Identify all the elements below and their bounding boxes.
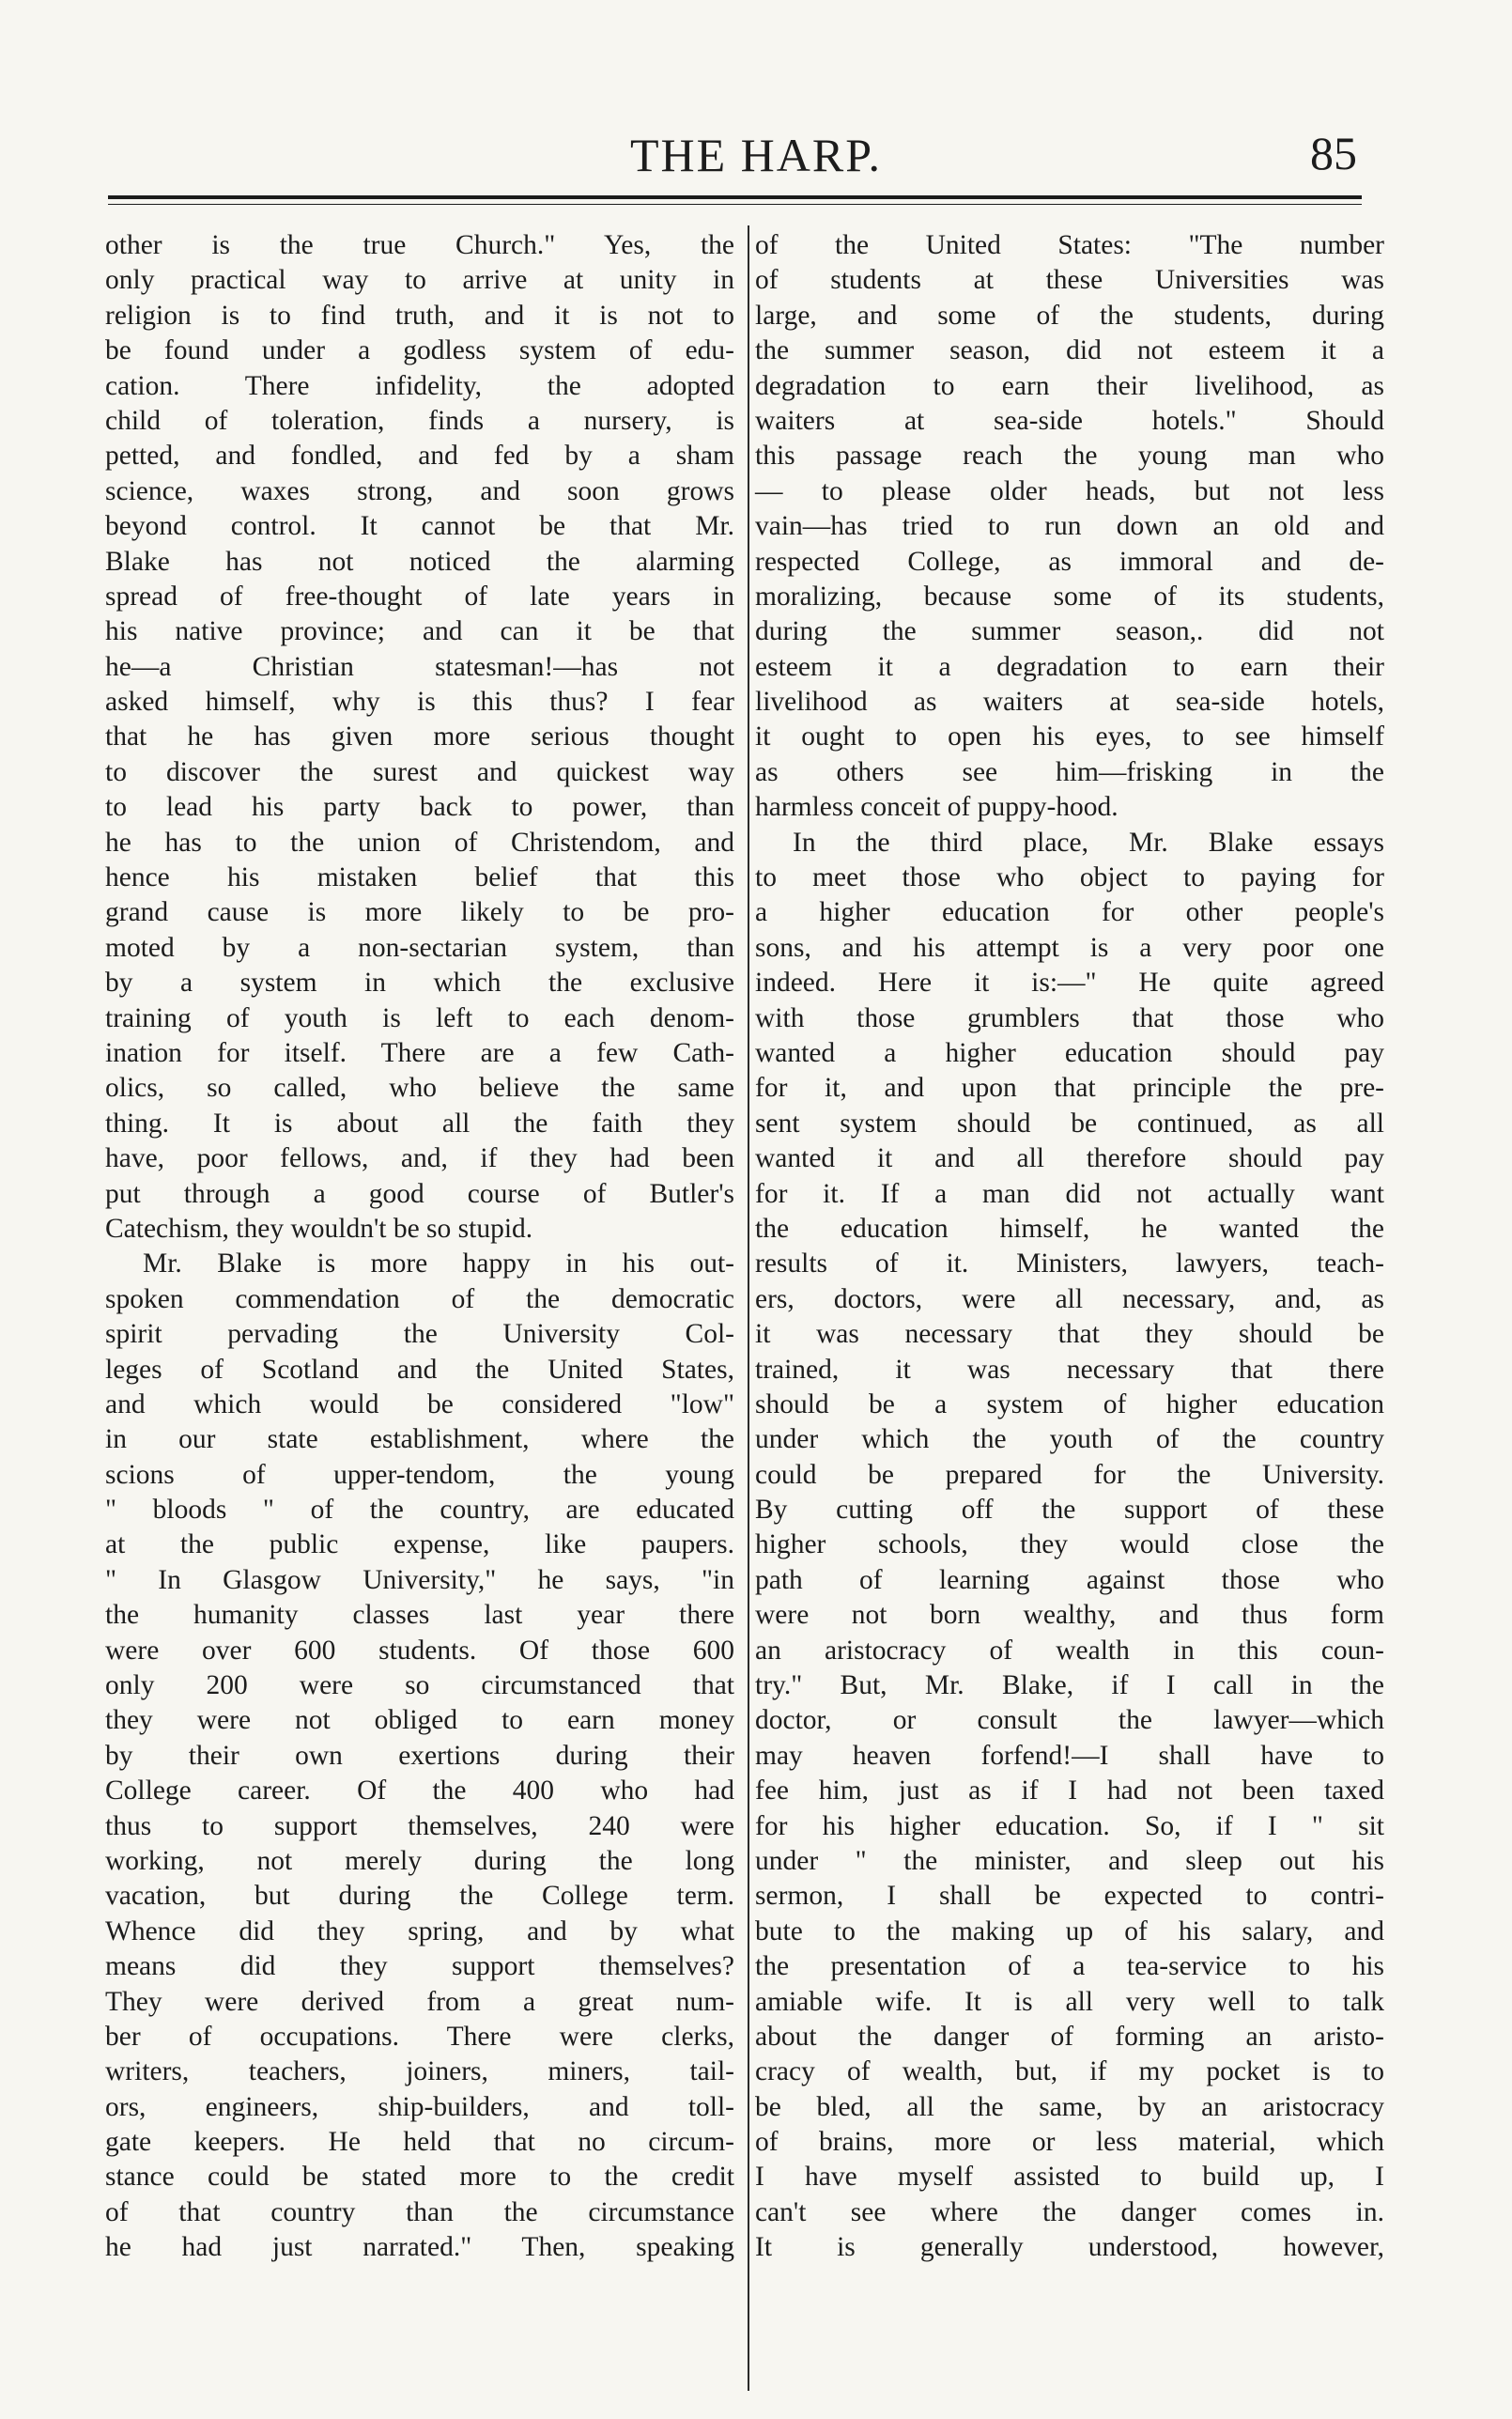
text-line: By cutting off the support of these [755,1495,1384,1526]
text-line: asked himself, why is this thus? I fear [105,687,734,718]
text-line: olics, so called, who believe the same [105,1073,734,1104]
text-line: may heaven forfend!—I shall have to [755,1740,1384,1771]
text-line: religion is to find truth, and it is not to [105,300,734,331]
text-line: try." But, Mr. Blake, if I call in the [755,1670,1384,1701]
text-line: I have myself assisted to build up, I [755,2162,1384,2193]
text-line: writers, teachers, joiners, miners, tail- [105,2056,734,2087]
text-line: by a system in which the exclusive [105,968,734,999]
text-line: only 200 were so circumstanced that [105,1670,734,1701]
text-line: for it, and upon that principle the pre- [755,1073,1384,1104]
text-line: science, waxes strong, and soon grows [105,475,734,506]
text-line: vain—has tried to run down an old and [755,511,1384,542]
text-line: higher schools, they would close the [755,1529,1384,1560]
text-line: an aristocracy of wealth in this coun- [755,1635,1384,1666]
text-line: It is generally understood, however, [755,2232,1384,2263]
text-line: were not born wealthy, and thus form [755,1600,1384,1631]
text-line: They were derived from a great num- [105,1986,734,2017]
text-line: at the public expense, like paupers. [105,1529,734,1560]
text-line: of that country than the circumstance [105,2196,734,2227]
text-line: cation. There infidelity, the adopted [105,370,734,401]
text-line: the education himself, he wanted the [755,1213,1384,1244]
column-divider [748,225,749,2391]
text-line: spoken commendation of the democratic [105,1283,734,1314]
text-line: — to please older heads, but not less [755,475,1384,506]
text-line: that he has given more serious thought [105,721,734,752]
text-line: trained, it was necessary that there [755,1354,1384,1385]
text-line: sermon, I shall be expected to contri- [755,1881,1384,1912]
text-line: it ought to open his eyes, to see himself [755,721,1384,752]
text-line: path of learning against those who [755,1564,1384,1595]
text-line: about the danger of forming an aristo- [755,2021,1384,2052]
text-line: during the summer season,. did not [755,616,1384,647]
text-line: spirit pervading the University Col- [105,1319,734,1350]
text-line: large, and some of the students, during [755,300,1384,331]
running-title: THE HARP. [629,129,883,181]
text-line: vacation, but during the College term. [105,1881,734,1912]
text-line: stance could be stated more to the credit [105,2162,734,2193]
text-line: wanted it and all therefore should pay [755,1143,1384,1174]
text-line: scions of upper-tendom, the young [105,1459,734,1490]
text-line: esteem it a degradation to earn their [755,651,1384,682]
text-line: the humanity classes last year there [105,1600,734,1631]
text-line: to discover the surest and quickest way [105,756,734,787]
text-line: wanted a higher education should pay [755,1037,1384,1068]
text-line: they were not obliged to earn money [105,1705,734,1736]
text-line: moted by a non-sectarian system, than [105,932,734,963]
text-line: child of toleration, finds a nursery, is [105,405,734,436]
text-line: grand cause is more likely to be pro- [105,897,734,928]
text-line: a higher education for other people's [755,897,1384,928]
text-line: " bloods " of the country, are educated [105,1495,734,1526]
text-line: he—a Christian statesman!—has not [105,651,734,682]
right-column [755,228,1384,2266]
text-line: should be a system of higher education [755,1388,1384,1419]
text-line: of brains, more or less material, which [755,2127,1384,2158]
text-line: moralizing, because some of its students, [755,581,1384,612]
text-line: means did they support themselves? [105,1951,734,1982]
text-line: Catechism, they wouldn't be so stupid. [105,1213,533,1244]
text-line: doctor, or consult the lawyer—which [755,1705,1384,1736]
text-line: bute to the making up of his salary, and [755,1915,1384,1946]
page-number: 85 [1310,127,1357,179]
text-line: his native province; and can it be that [105,616,734,647]
text-line: College career. Of the 400 who had [105,1775,734,1806]
text-line: with those grumblers that those who [755,1002,1384,1033]
text-line: In the third place, Mr. Blake essays [793,827,1384,858]
text-line: the presentation of a tea-service to his [755,1951,1384,1982]
text-line: harmless conceit of puppy-hood. [755,792,1119,823]
text-line: for it. If a man did not actually want [755,1178,1384,1209]
text-line: beyond control. It cannot be that Mr. [105,511,734,542]
text-line: degradation to earn their livelihood, as [755,370,1384,401]
text-line: " In Glasgow University," he says, "in [105,1564,734,1595]
text-line: have, poor fellows, and, if they had been [105,1143,734,1174]
text-line: of the United States: "The number [755,230,1384,260]
text-line: by their own exertions during their [105,1740,734,1771]
text-line: in our state establishment, where the [105,1424,734,1455]
text-line: livelihood as waiters at sea-side hotels, [755,687,1384,718]
text-line: Mr. Blake is more happy in his out- [143,1248,734,1279]
text-line: the summer season, did not esteem it a [755,335,1384,366]
text-line: put through a good course of Butler's [105,1178,734,1209]
text-line: ber of occupations. There were clerks, [105,2021,734,2052]
text-line: be found under a godless system of edu- [105,335,734,366]
text-line: working, not merely during the long [105,1845,734,1876]
text-line: fee him, just as if I had not been taxed [755,1775,1384,1806]
header-rule-thick [108,195,1362,199]
text-line: he had just narrated." Then, speaking [105,2232,734,2263]
text-line: this passage reach the young man who [755,441,1384,472]
text-line: hence his mistaken belief that this [105,862,734,893]
text-line: spread of free-thought of late years in [105,581,734,612]
text-line: ors, engineers, ship-builders, and toll- [105,2091,734,2122]
text-line: thus to support themselves, 240 were [105,1810,734,1841]
text-line: were over 600 students. Of those 600 [105,1635,734,1666]
text-line: it was necessary that they should be [755,1319,1384,1350]
text-line: respected College, as immoral and de- [755,546,1384,577]
text-line: under " the minister, and sleep out his [755,1845,1384,1876]
text-line: could be prepared for the University. [755,1459,1384,1490]
text-line: other is the true Church." Yes, the [105,230,734,260]
left-column [105,228,734,2266]
text-line: Whence did they spring, and by what [105,1915,734,1946]
text-line: gate keepers. He held that no circum- [105,2127,734,2158]
text-line: he has to the union of Christendom, and [105,827,734,858]
text-line: sons, and his attempt is a very poor one [755,932,1384,963]
text-line: be bled, all the same, by an aristocracy [755,2091,1384,2122]
text-line: to meet those who object to paying for [755,862,1384,893]
text-line: ination for itself. There are a few Cath- [105,1037,734,1068]
text-line: leges of Scotland and the United States, [105,1354,734,1385]
text-line: under which the youth of the country [755,1424,1384,1455]
text-line: and which would be considered "low" [105,1388,734,1419]
text-line: only practical way to arrive at unity in [105,265,734,296]
text-line: thing. It is about all the faith they [105,1108,734,1139]
text-line: training of youth is left to each denom- [105,1002,734,1033]
header-rule-thin [108,204,1362,205]
text-line: Blake has not noticed the alarming [105,546,734,577]
text-line: sent system should be continued, as all [755,1108,1384,1139]
text-line: waiters at sea-side hotels." Should [755,405,1384,436]
text-line: for his higher education. So, if I " sit [755,1810,1384,1841]
text-line: cracy of wealth, but, if my pocket is to [755,2056,1384,2087]
text-line: as others see him—frisking in the [755,756,1384,787]
text-line: of students at these Universities was [755,265,1384,296]
text-line: petted, and fondled, and fed by a sham [105,441,734,472]
text-line: results of it. Ministers, lawyers, teach- [755,1248,1384,1279]
text-line: to lead his party back to power, than [105,792,734,823]
text-line: can't see where the danger comes in. [755,2196,1384,2227]
text-line: ers, doctors, were all necessary, and, as [755,1283,1384,1314]
text-line: amiable wife. It is all very well to talk [755,1986,1384,2017]
text-line: indeed. Here it is:—" He quite agreed [755,968,1384,999]
